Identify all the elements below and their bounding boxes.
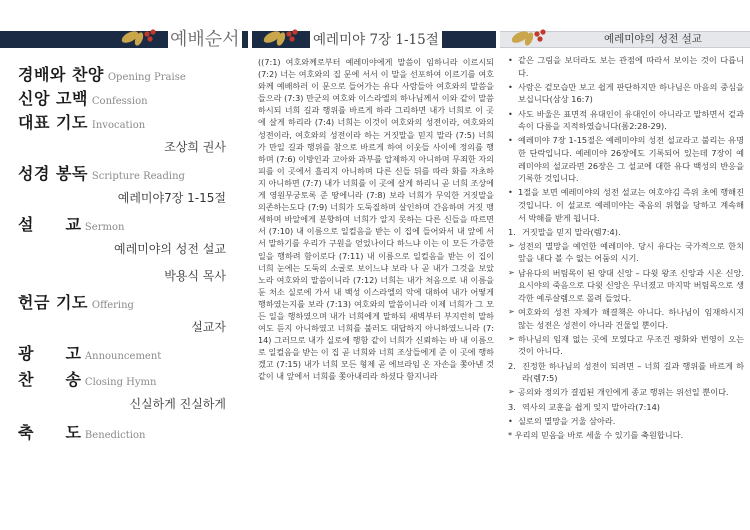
order-item-leader: 조상희 권사 [164,140,226,154]
note-item [508,54,744,79]
order-item-english: Invocation [91,120,146,131]
note-item [508,306,744,331]
page-title: 예배순서 [170,29,240,50]
order-item-name: 설 교 [18,215,81,234]
arrow-bullet-icon: ➢ [508,333,515,343]
panel-header [500,0,750,48]
note-text: 실로의 멸망을 거울 삼아라. [518,415,616,426]
order-item-english: Closing Hymn [84,377,157,388]
note-item [508,134,744,184]
note-item [508,81,744,106]
note-number: 3. [508,401,516,412]
order-item-english: Scripture Reading [91,171,185,182]
bullet-icon: • [508,81,513,92]
note-text: 여호와의 성전 자체가 해결책은 아니다. 하나님이 임재하시지 않는 성전은 성전이 아니라 건물일 뿐이다. [518,307,744,330]
arrow-bullet-icon: ➢ [508,240,515,250]
hymn-title: 신실하게 진실하게 [129,397,226,411]
order-item [18,369,238,393]
order-item [18,64,238,88]
note-text: * 우리의 믿음을 바로 세울 수 있기를 축원합니다. [508,429,684,440]
preacher-name: 박용식 목사 [164,269,226,283]
note-text: 성전의 멸망을 예언한 예레미야. 당시 유다는 국가적으로 한치 앞을 내다 볼 수 없는 어둠의 시기. [518,240,744,264]
note-item [508,386,744,399]
order-item [18,88,238,112]
bullet-icon: • [508,55,513,65]
order-item [18,214,238,238]
order-item-name: 대표 기도 [18,113,88,132]
bullet-icon: • [508,135,513,146]
order-item-english: Sermon [84,222,125,233]
order-item-name: 경배와 찬양 [18,65,104,84]
bullet-icon: • [508,108,513,119]
note-item [508,333,744,358]
note-text: 거짓말을 믿지 말라(렘7:4). [522,226,621,237]
arrow-bullet-icon: ➢ [508,267,515,277]
note-text: 예레미야 7장 1-15절은 예레미야의 성전 설교라고 불리는 유명한 단락입니다. 예레미야 26장에도 기록되어 있는데 7장이 예레미야의 설교라면 26장은 그 설교에 대한 유다 백성의 반응을 기록한 것입니다. [518,135,744,184]
worship-order-list [18,64,238,446]
order-item-english: Opening Praise [107,72,186,83]
order-item-detail [18,187,238,214]
note-item [508,401,744,414]
note-text: 진정한 하나님의 성전이 되려면 – 너희 길과 행위를 바르게 하라(렘7:5) [522,360,744,384]
berry-branch-icon [262,20,306,50]
order-item-detail [18,393,238,420]
note-number: 2. [508,360,516,371]
order-item-detail [18,238,238,265]
arrow-bullet-icon: ➢ [508,307,515,317]
sermon-title: 예레미야의 성전 설교 [114,242,226,256]
order-item-english: Announcement [84,351,162,362]
scripture-panel [252,0,496,530]
scripture-reference: 예레미야7장 1-15절 [117,191,226,205]
note-number: 1. [508,226,516,237]
order-item [18,112,238,136]
note-item [508,415,744,428]
order-item-detail [18,136,238,163]
scripture-text: ((7:1) 여호와께로부터 예레미야에게 말씀이 임하니라 이르시되 (7:2) 너는 여호와의 집 문에 서서 이 말을 선포하여 이르기를 여호와께 예배하러 이 문으로 들어가는 유다 사람들아 여호와의 말씀을 들으라 (7:3) 만군의 여호와 이스라엘의 하나님께서 이와 같이 말씀하시되 너희 길과 행위를 바르게 하라 그리하면 내가 너희로 이 곳에 살게 하리라 (7:4) 너희는 이것이 여호와의 성전이라, 여호와의 성전이라, 여호와의 성전이라 하는 거짓말을 믿지 말라 (7:5) 너희가 만일 길과 행위를 참으로 바르게 하여 이웃들 사이에 정의를 행하며 (7:6) 이방인과 고아와 과부를 압제하지 아니하며 무죄한 자의 피를 이 곳에서 흘리지 아니하며 다른 신들 뒤를 따라 화를 자초하지 아니하면 (7:7) 내가 너희를 이 곳에 살게 하리니 곧 너희 조상에게 영원무궁토록 준 땅에니라 (7:8) 보라 너희가 무익한 거짓말을 의존하는도다 (7:9) 너희가 도둑질하며 살인하며 간음하며 거짓 맹세하며 바알에게 분향하며 너희가 알지 못하는 다른 신들을 따르면서 (7:10) 내 이름으로 일컬음을 받는 이 집에 들어와서 내 앞에 서서 말하기를 우리가 구원을 얻었나이다 하느냐 이는 이 모든 가증한 일을 행하려 함이로다 (7:11) 내 이름으로 일컬음을 받는 이 집이 너희 눈에는 도둑의 소굴로 보이느냐 보라 나 곧 내가 그것을 보았노라 여호와의 말씀이니라 (7:12) 너희는 내가 처음으로 내 이름을 둔 처소 실로에 가서 내 백성 이스라엘의 악에 대하여 내가 어떻게 행하였는지를 보라 (7:13) 여호와의 말씀이니라 이제 너희가 그 모든 일을 행하였으며 내가 너희에게 말하되 새벽부터 부지런히 말하여도 듣지 아니하였고 너희를 불러도 대답하지 아니하였느니라 (7:14) 그러므로 내가 실로에 행함 같이 너희가 신뢰하는 바 내 이름으로 일컬음을 받는 이 집 곧 너희와 너희 조상들에게 준 이 곳에 행하겠고 (7:15) 내가 너희 모든 형제 곧 에브라임 온 자손을 쫓아낸 것 같이 내 앞에서 너희를 쫓아내리라 하셨다 함지니라 [258,57,494,382]
sermon-notes-panel [500,0,750,530]
arrow-bullet-icon: ➢ [508,387,515,397]
note-item [508,226,744,239]
order-item-name: 찬 송 [18,370,81,389]
note-text: 역사의 교훈을 쉽게 잊지 말아라(7:14) [522,401,661,412]
order-item [18,163,238,187]
note-item [508,240,744,265]
note-item [508,429,744,442]
order-item-english: Benediction [84,430,146,441]
note-text: 공의와 정의가 결핍된 개인에게 종교 행위는 위선일 뿐이다. [518,387,729,398]
order-item [18,422,238,446]
note-text: 1절을 보면 예레미야의 성전 설교는 여호야김 즉위 초에 행해진 것입니다. 이 설교로 예레미야는 죽음의 위협을 당하고 계속해서 박해를 받게 됩니다. [518,187,744,223]
worship-order-panel [0,0,248,530]
bullet-icon: • [508,187,513,198]
bullet-icon: • [508,415,513,426]
sermon-notes [508,54,744,443]
order-item [18,343,238,367]
order-item-name: 헌금 기도 [18,293,88,312]
note-item [508,360,744,385]
order-item-english: Offering [91,300,134,311]
note-text: 사도 바울은 표면적 유대인이 유대인이 아니라고 말하면서 겉과 속이 다름을 지적하였습니다(롬2:28-29). [518,108,744,132]
note-text: 남유다의 버팀목이 된 양대 신앙 – 다윗 왕조 신앙과 시온 신앙. 요시야의 죽음으로 다윗 신앙은 무너졌고 마지막 버팀목으로 생각한 예루살렘으로 몰려 들었다. [518,267,744,303]
order-item-name: 신앙 고백 [18,89,88,108]
order-item-name: 축 도 [18,423,81,442]
scripture-title: 예레미야 7장 1-15절 [310,30,442,50]
note-item [508,186,744,224]
order-item-name: 성경 봉독 [18,164,88,183]
sermon-title: 예레미야의 성전 설교 [604,33,702,45]
note-text: 하나님의 임재 없는 곳에 모였다고 무조건 평화와 번영이 오는 것이 아니다. [518,333,744,357]
order-item-name: 광 고 [18,344,81,363]
panel-header [0,0,248,48]
note-item [508,108,744,133]
order-item-leader: 설교자 [191,320,226,334]
order-item [18,292,238,316]
order-item-detail [18,316,238,343]
note-text: 사람은 겉모습만 보고 쉽게 판단하지만 하나님은 마음의 중심을 보십니다(삼상 16:7) [518,81,744,105]
note-text: 같은 그림을 보더라도 보는 관점에 따라서 보이는 것이 다릅니다. [518,55,744,78]
order-item-detail [18,265,238,292]
order-item-english: Confession [91,96,148,107]
panel-header [252,0,496,48]
berry-branch-icon [120,20,164,50]
note-item [508,267,744,305]
berry-branch-icon [510,20,554,50]
